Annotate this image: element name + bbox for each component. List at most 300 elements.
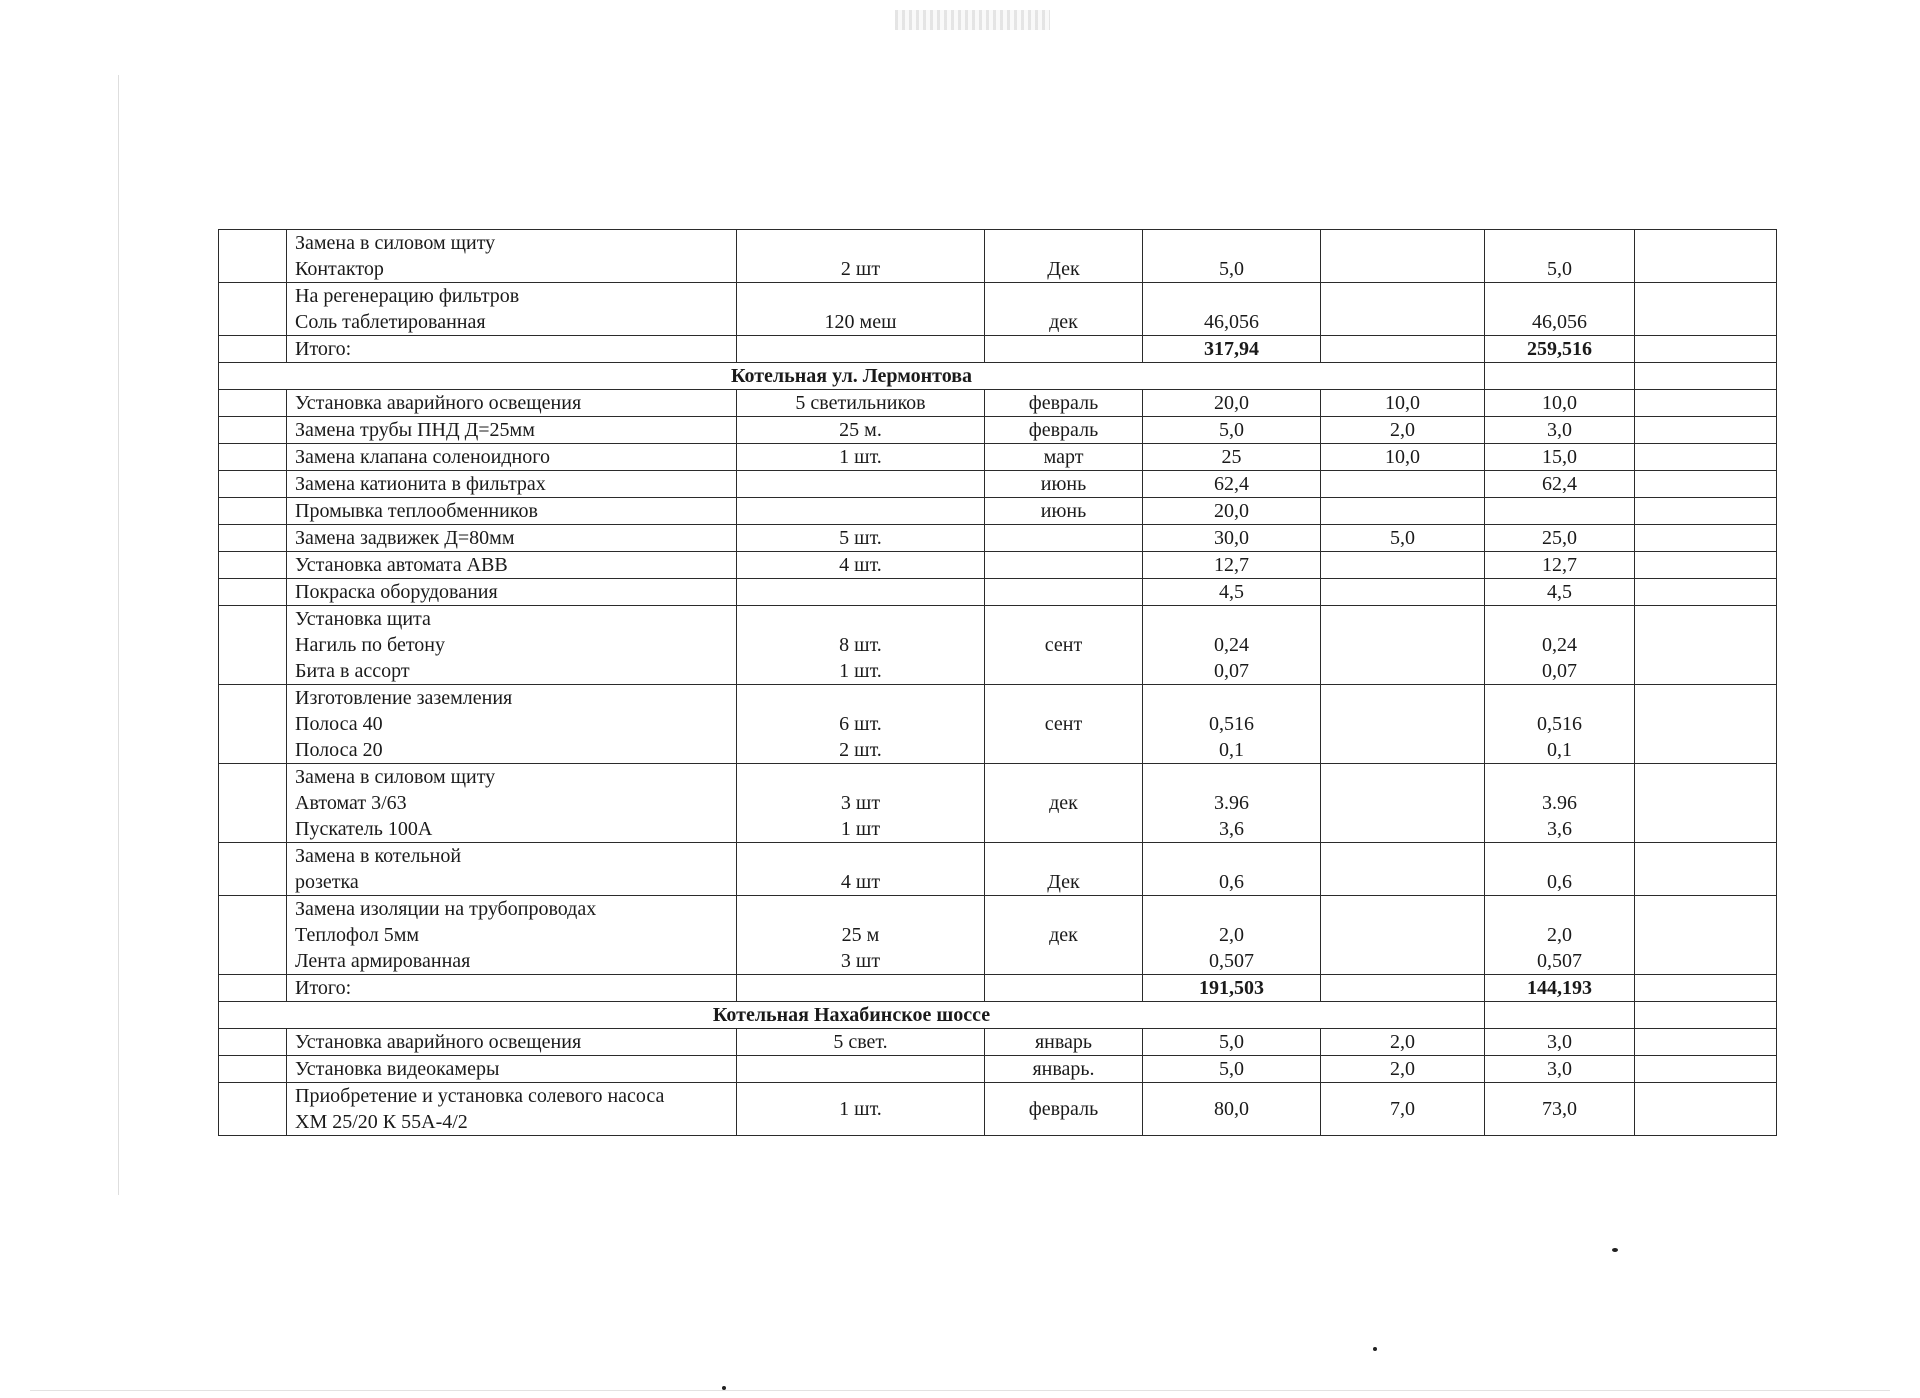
remaining-cell	[1485, 579, 1635, 606]
work-cell	[287, 230, 737, 283]
month-line: сент	[1044, 634, 1083, 656]
remaining-line: 4,5	[1547, 581, 1572, 603]
extra-cell	[1635, 471, 1777, 498]
done-line	[1329, 632, 1476, 658]
plan-line: 5,0	[1219, 1031, 1244, 1053]
month-line	[993, 579, 1134, 605]
done-line: 2,0	[1390, 1031, 1415, 1053]
quantity-line: 3 шт	[840, 950, 881, 972]
extra-cell	[1635, 1056, 1777, 1083]
plan-line: 0,1	[1219, 739, 1244, 761]
plan-cell	[1143, 843, 1321, 896]
total-label: Итого:	[287, 336, 737, 363]
work-cell	[287, 471, 737, 498]
index-cell	[219, 336, 287, 363]
quantity-line: 25 м.	[839, 419, 882, 441]
remaining-line	[1493, 230, 1626, 256]
plan-line: 5,0	[1219, 1058, 1244, 1080]
quantity-line	[745, 1056, 976, 1082]
month-line: Дек	[1047, 871, 1080, 893]
work-cell	[287, 525, 737, 552]
done-line: 5,0	[1390, 527, 1415, 549]
done-line	[1329, 711, 1476, 737]
done-cell	[1321, 896, 1485, 975]
remaining-line: 62,4	[1542, 473, 1577, 495]
remaining-line: 15,0	[1542, 446, 1577, 468]
plan-line	[1151, 685, 1312, 711]
quantity-line	[745, 685, 976, 711]
index-cell	[219, 579, 287, 606]
remaining-cell	[1485, 444, 1635, 471]
work-cell	[287, 843, 737, 896]
month-cell	[985, 444, 1143, 471]
month-line	[993, 948, 1134, 974]
remaining-line: 3,0	[1547, 1058, 1572, 1080]
month-line	[993, 764, 1134, 790]
plan-line: 80,0	[1214, 1098, 1249, 1120]
remaining-cell	[1485, 606, 1635, 685]
quantity-line	[745, 896, 976, 922]
work-cell	[287, 444, 737, 471]
index-cell	[219, 444, 287, 471]
quantity-line: 4 шт	[840, 871, 881, 893]
remaining-line: 0,1	[1547, 739, 1572, 761]
work-line: Установка аварийного освещения	[295, 392, 582, 414]
plan-line: 5,0	[1219, 258, 1244, 280]
done-cell	[1321, 1029, 1485, 1056]
extra-cell	[1635, 230, 1777, 283]
done-cell	[1321, 283, 1485, 336]
remaining-cell	[1485, 230, 1635, 283]
done-line: 10,0	[1385, 446, 1420, 468]
done-line: 7,0	[1390, 1098, 1415, 1120]
remaining-cell	[1485, 685, 1635, 764]
table-row	[219, 843, 1777, 896]
section-header-row	[219, 363, 1777, 390]
month-line	[993, 658, 1134, 684]
done-cell	[1321, 498, 1485, 525]
plan-line: 0,516	[1209, 713, 1254, 735]
quantity-line	[745, 283, 976, 309]
remaining-line	[1493, 606, 1626, 632]
month-cell	[985, 685, 1143, 764]
work-cell	[287, 764, 737, 843]
remaining-cell	[1485, 764, 1635, 843]
table-row	[219, 1029, 1777, 1056]
table-row	[219, 471, 1777, 498]
remaining-line	[1493, 498, 1626, 524]
plan-cell	[1143, 552, 1321, 579]
remaining-cell	[1485, 498, 1635, 525]
extra-cell	[1635, 552, 1777, 579]
done-cell	[1321, 444, 1485, 471]
remaining-cell	[1485, 896, 1635, 975]
done-cell	[1321, 606, 1485, 685]
quantity-cell	[737, 525, 985, 552]
quantity-line: 120 меш	[824, 311, 897, 333]
month-line: февраль	[1028, 392, 1099, 414]
month-cell	[985, 390, 1143, 417]
extra-cell	[1635, 685, 1777, 764]
quantity-line: 1 шт.	[839, 660, 882, 682]
plan-line: 46,056	[1204, 311, 1259, 333]
index-cell	[219, 230, 287, 283]
remaining-cell	[1485, 283, 1635, 336]
done-cell	[1321, 685, 1485, 764]
quantity-cell	[737, 975, 985, 1002]
done-cell	[1321, 764, 1485, 843]
work-line: Нагиль по бетону	[295, 634, 445, 656]
done-line	[1329, 498, 1476, 524]
quantity-cell	[737, 843, 985, 896]
total-plan: 191,503	[1143, 975, 1321, 1002]
month-line: июнь	[1040, 473, 1087, 495]
remaining-line: 0,516	[1537, 713, 1582, 735]
scan-speck	[722, 1386, 726, 1390]
plan-line: 2,0	[1219, 924, 1244, 946]
quantity-line: 1 шт.	[839, 1098, 882, 1120]
remaining-line: 10,0	[1542, 392, 1577, 414]
done-line	[1329, 552, 1476, 578]
quantity-line: 5 свет.	[833, 1031, 888, 1053]
plan-cell	[1143, 685, 1321, 764]
month-line: сент	[1044, 713, 1083, 735]
total-row	[219, 336, 1777, 363]
done-cell	[1321, 525, 1485, 552]
remaining-line: 46,056	[1532, 311, 1587, 333]
index-cell	[219, 1056, 287, 1083]
plan-cell	[1143, 471, 1321, 498]
done-line	[1329, 243, 1476, 269]
month-cell	[985, 764, 1143, 843]
quantity-line	[745, 579, 976, 605]
work-line: ХМ 25/20 К 55А-4/2	[295, 1111, 468, 1133]
table-row	[219, 764, 1777, 843]
done-line	[1329, 296, 1476, 322]
work-line: Соль таблетированная	[295, 311, 486, 333]
section-title: Котельная ул. Лермонтова	[219, 363, 1485, 390]
quantity-cell	[737, 896, 985, 975]
index-cell	[219, 1083, 287, 1136]
remaining-line	[1493, 896, 1626, 922]
quantity-line	[745, 498, 976, 524]
quantity-line: 2 шт.	[839, 739, 882, 761]
plan-line: 12,7	[1214, 554, 1249, 576]
remaining-line: 0,07	[1542, 660, 1577, 682]
quantity-line: 25 м	[841, 924, 880, 946]
work-cell	[287, 498, 737, 525]
work-cell	[287, 552, 737, 579]
table-row	[219, 552, 1777, 579]
work-cell	[287, 896, 737, 975]
done-line	[1329, 856, 1476, 882]
remaining-line: 0,6	[1547, 871, 1572, 893]
work-report-table	[218, 229, 1777, 1136]
quantity-line: 2 шт	[840, 258, 881, 280]
index-cell	[219, 552, 287, 579]
month-cell	[985, 1029, 1143, 1056]
done-line	[1329, 790, 1476, 816]
quantity-line: 8 шт.	[839, 634, 882, 656]
remaining-line: 12,7	[1542, 554, 1577, 576]
work-line: Замена трубы ПНД Д=25мм	[295, 419, 535, 441]
plan-line	[1151, 230, 1312, 256]
quantity-line: 5 светильников	[795, 392, 926, 414]
quantity-cell	[737, 579, 985, 606]
extra-cell	[1635, 498, 1777, 525]
quantity-line: 4 шт.	[839, 554, 882, 576]
plan-line: 3,6	[1219, 818, 1244, 840]
quantity-line	[745, 764, 976, 790]
quantity-line: 1 шт	[840, 818, 881, 840]
empty-cell	[1635, 363, 1777, 390]
done-line: 2,0	[1390, 419, 1415, 441]
month-line: Дек	[1047, 258, 1080, 280]
plan-line: 0,07	[1214, 660, 1249, 682]
index-cell	[219, 975, 287, 1002]
work-cell	[287, 685, 737, 764]
work-line: Замена изоляции на трубопроводах	[295, 898, 597, 920]
report-body	[219, 230, 1777, 1136]
work-line: Промывка теплообменников	[295, 500, 538, 522]
plan-cell	[1143, 579, 1321, 606]
month-cell	[985, 1083, 1143, 1136]
month-line	[993, 552, 1134, 578]
done-cell	[1321, 1083, 1485, 1136]
remaining-line: 5,0	[1547, 258, 1572, 280]
work-line: Замена в котельной	[295, 845, 462, 867]
plan-line: 25	[1221, 446, 1242, 468]
extra-cell	[1635, 390, 1777, 417]
month-line: февраль	[1028, 1098, 1099, 1120]
remaining-line: 25,0	[1542, 527, 1577, 549]
month-cell	[985, 336, 1143, 363]
work-line: Изготовление заземления	[295, 687, 513, 709]
work-line: Замена в силовом щиту	[295, 232, 496, 254]
month-cell	[985, 1056, 1143, 1083]
done-cell	[1321, 579, 1485, 606]
remaining-line: 3,0	[1547, 419, 1572, 441]
index-cell	[219, 417, 287, 444]
work-line: Контактор	[295, 258, 384, 280]
month-cell	[985, 896, 1143, 975]
work-line: На регенерацию фильтров	[295, 285, 520, 307]
work-line: Покраска оборудования	[295, 581, 498, 603]
month-line	[993, 685, 1134, 711]
quantity-cell	[737, 417, 985, 444]
quantity-cell	[737, 552, 985, 579]
extra-cell	[1635, 606, 1777, 685]
month-line	[993, 606, 1134, 632]
plan-line: 20,0	[1214, 392, 1249, 414]
table-row	[219, 1083, 1777, 1136]
done-cell	[1321, 843, 1485, 896]
quantity-line	[745, 471, 976, 497]
total-label: Итого:	[287, 975, 737, 1002]
quantity-cell	[737, 444, 985, 471]
done-cell	[1321, 471, 1485, 498]
month-line	[993, 230, 1134, 256]
plan-line: 30,0	[1214, 527, 1249, 549]
quantity-cell	[737, 1083, 985, 1136]
month-cell	[985, 843, 1143, 896]
work-cell	[287, 606, 737, 685]
work-cell	[287, 390, 737, 417]
month-line: март	[1043, 446, 1084, 468]
extra-cell	[1635, 896, 1777, 975]
scan-speck	[1612, 1248, 1618, 1252]
plan-cell	[1143, 1083, 1321, 1136]
plan-line: 0,24	[1214, 634, 1249, 656]
work-line: Замена задвижек Д=80мм	[295, 527, 515, 549]
remaining-cell	[1485, 1029, 1635, 1056]
quantity-cell	[737, 471, 985, 498]
plan-cell	[1143, 1029, 1321, 1056]
month-line: февраль	[1028, 419, 1099, 441]
work-line: Полоса 20	[295, 739, 383, 761]
done-cell	[1321, 417, 1485, 444]
month-line	[993, 843, 1134, 869]
remaining-cell	[1485, 1083, 1635, 1136]
done-cell	[1321, 552, 1485, 579]
plan-line: 5,0	[1219, 419, 1244, 441]
month-cell	[985, 525, 1143, 552]
extra-cell	[1635, 1029, 1777, 1056]
section-title: Котельная Нахабинское шоссе	[219, 1002, 1485, 1029]
page-edge	[30, 1390, 1890, 1391]
index-cell	[219, 390, 287, 417]
remaining-cell	[1485, 525, 1635, 552]
index-cell	[219, 525, 287, 552]
month-cell	[985, 230, 1143, 283]
quantity-cell	[737, 336, 985, 363]
table-row	[219, 417, 1777, 444]
quantity-line	[745, 230, 976, 256]
month-line: дек	[1049, 311, 1078, 333]
remaining-cell	[1485, 843, 1635, 896]
table-row	[219, 283, 1777, 336]
plan-line: 0,507	[1209, 950, 1254, 972]
plan-line	[1151, 843, 1312, 869]
quantity-line: 5 шт.	[839, 527, 882, 549]
quantity-line: 6 шт.	[839, 713, 882, 735]
work-line: Полоса 40	[295, 713, 383, 735]
page-edge	[118, 75, 119, 1195]
scan-smudge	[895, 10, 1050, 30]
done-line	[1329, 579, 1476, 605]
quantity-line: 3 шт	[840, 792, 881, 814]
quantity-cell	[737, 764, 985, 843]
index-cell	[219, 685, 287, 764]
extra-cell	[1635, 283, 1777, 336]
month-line	[993, 525, 1134, 551]
remaining-line	[1493, 685, 1626, 711]
quantity-cell	[737, 1056, 985, 1083]
remaining-line: 0,24	[1542, 634, 1577, 656]
extra-cell	[1635, 336, 1777, 363]
index-cell	[219, 498, 287, 525]
done-line	[1329, 471, 1476, 497]
table-row	[219, 579, 1777, 606]
quantity-cell	[737, 230, 985, 283]
index-cell	[219, 764, 287, 843]
month-line: дек	[1049, 792, 1078, 814]
table-row	[219, 498, 1777, 525]
plan-cell	[1143, 283, 1321, 336]
extra-cell	[1635, 1083, 1777, 1136]
table-row	[219, 525, 1777, 552]
scan-speck	[1373, 1347, 1377, 1351]
work-cell	[287, 1056, 737, 1083]
quantity-line: 1 шт.	[839, 446, 882, 468]
work-cell	[287, 1083, 737, 1136]
table-row	[219, 230, 1777, 283]
extra-cell	[1635, 525, 1777, 552]
extra-cell	[1635, 417, 1777, 444]
extra-cell	[1635, 843, 1777, 896]
remaining-line: 3,6	[1547, 818, 1572, 840]
month-line	[993, 283, 1134, 309]
work-line: Установка щита	[295, 608, 431, 630]
month-line: январь.	[1032, 1058, 1095, 1080]
extra-cell	[1635, 764, 1777, 843]
remaining-line	[1493, 764, 1626, 790]
work-line: Пускатель 100А	[295, 818, 433, 840]
work-line: Автомат 3/63	[295, 792, 407, 814]
empty-cell	[1635, 1002, 1777, 1029]
index-cell	[219, 896, 287, 975]
work-line: розетка	[295, 871, 359, 893]
remaining-line: 0,507	[1537, 950, 1582, 972]
index-cell	[219, 1029, 287, 1056]
quantity-cell	[737, 685, 985, 764]
done-cell	[1321, 336, 1485, 363]
total-remaining: 144,193	[1485, 975, 1635, 1002]
work-line: Лента армированная	[295, 950, 471, 972]
table-row	[219, 1056, 1777, 1083]
plan-line	[1151, 606, 1312, 632]
remaining-cell	[1485, 471, 1635, 498]
month-cell	[985, 471, 1143, 498]
work-line: Замена клапана соленоидного	[295, 446, 550, 468]
plan-cell	[1143, 417, 1321, 444]
plan-cell	[1143, 606, 1321, 685]
work-line: Установка автомата АВВ	[295, 554, 508, 576]
work-line: Установка видеокамеры	[295, 1058, 500, 1080]
done-cell	[1321, 230, 1485, 283]
plan-cell	[1143, 390, 1321, 417]
plan-cell	[1143, 444, 1321, 471]
remaining-cell	[1485, 390, 1635, 417]
plan-line: 3.96	[1214, 792, 1249, 814]
index-cell	[219, 283, 287, 336]
month-line	[993, 737, 1134, 763]
work-cell	[287, 417, 737, 444]
month-line: январь	[1034, 1031, 1093, 1053]
remaining-cell	[1485, 417, 1635, 444]
done-cell	[1321, 975, 1485, 1002]
index-cell	[219, 471, 287, 498]
remaining-line	[1493, 843, 1626, 869]
extra-cell	[1635, 444, 1777, 471]
table-row	[219, 444, 1777, 471]
empty-cell	[1485, 1002, 1635, 1029]
total-row	[219, 975, 1777, 1002]
done-line: 2,0	[1390, 1058, 1415, 1080]
work-line: Приобретение и установка солевого насоса	[295, 1085, 665, 1107]
month-cell	[985, 498, 1143, 525]
empty-cell	[1485, 363, 1635, 390]
